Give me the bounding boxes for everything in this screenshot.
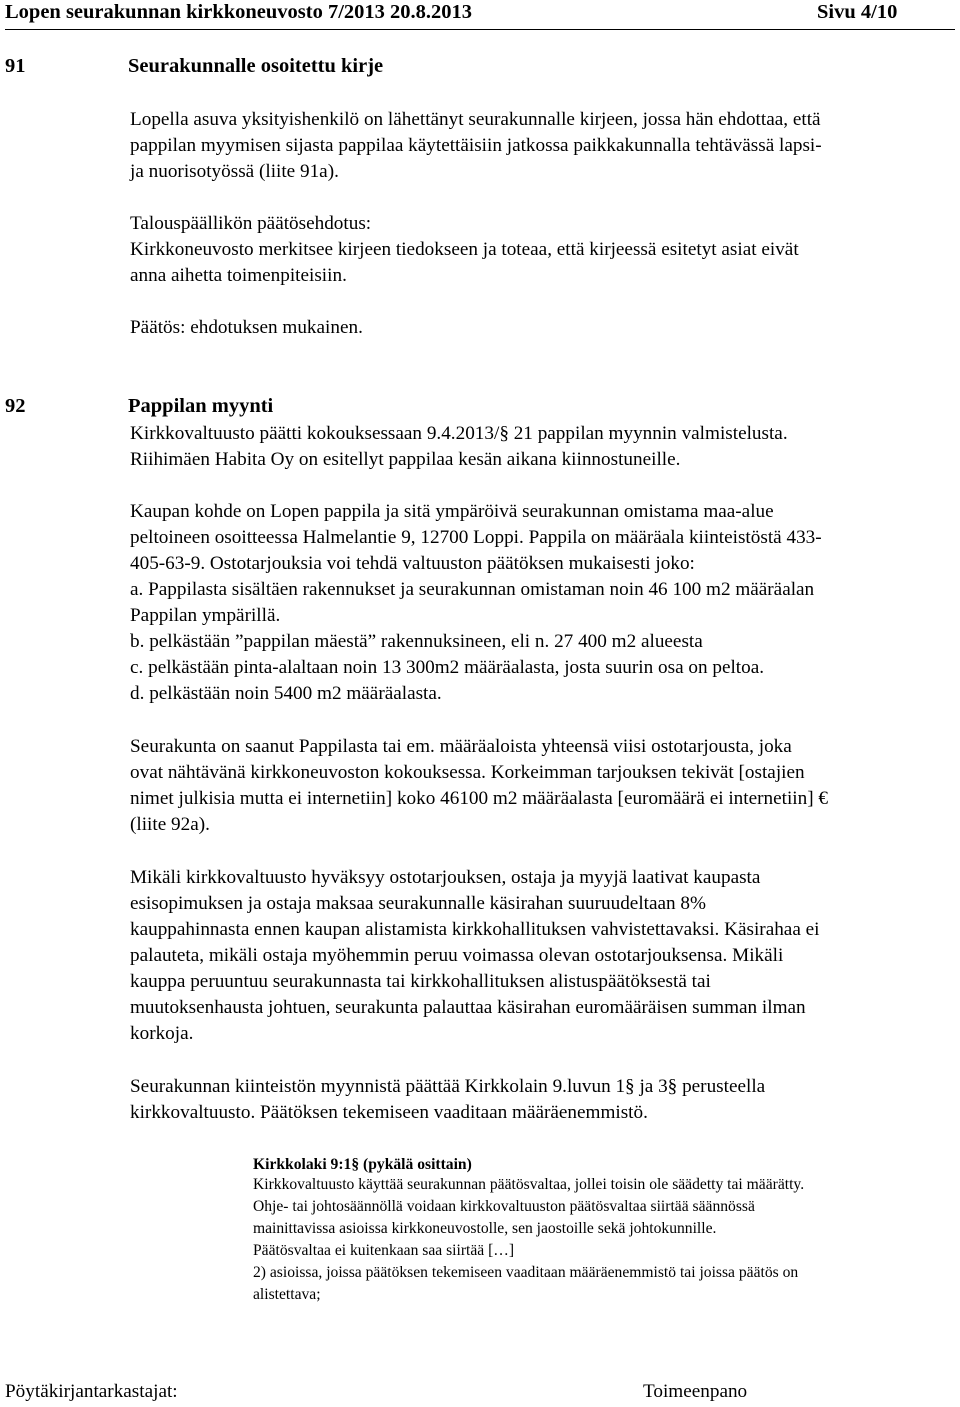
deposit-text-line: korkoja. bbox=[130, 1023, 194, 1044]
offers-text-line: nimet julkisia mutta ei internetiin] koko 46100 m2 määräalasta [euromäärä ei internetiin] € bbox=[130, 788, 828, 809]
law-excerpt-line: Ohje- tai johtosäännöllä voidaan kirkkovaltuuston päätösvaltaa siirtää säännössä bbox=[253, 1198, 755, 1215]
section-91-text-line: Lopella asuva yksityishenkilö on lähettänyt seurakunnalle kirjeen, jossa hän ehdottaa, että bbox=[130, 109, 821, 130]
deposit-text-line: Mikäli kirkkovaltuusto hyväksyy ostotarjouksen, ostaja ja myyjä laativat kaupasta bbox=[130, 867, 761, 888]
decision-text: Päätös: ehdotuksen mukainen. bbox=[130, 317, 363, 338]
footer-reviewers-label: Pöytäkirjantarkastajat: bbox=[5, 1381, 178, 1402]
property-text-line: 405-63-9. Ostotarjouksia voi tehdä valtuuston päätöksen mukaisesti joko: bbox=[130, 553, 695, 574]
decision-basis-line: Seurakunnan kiinteistön myynnistä päättää Kirkkolain 9.luvun 1§ ja 3§ perusteella bbox=[130, 1076, 766, 1097]
header-rule bbox=[5, 29, 955, 30]
proposal-label: Talouspäällikön päätösehdotus: bbox=[130, 213, 372, 234]
law-excerpt-line: Kirkkovaltuusto käyttää seurakunnan päätösvaltaa, jollei toisin ole säädetty tai määrätty. bbox=[253, 1176, 805, 1193]
deposit-text-line: kauppahinnasta ennen kaupan alistamista kirkkohallituksen vahvistettavaksi. Käsirahaa ei bbox=[130, 919, 820, 940]
section-91-text-line: pappilan myymisen sijasta pappilaa käytettäisiin jatkossa paikkakunnalla tehtävässä lapsi- bbox=[130, 135, 822, 156]
decision-basis-line: kirkkovaltuusto. Päätöksen tekemiseen vaaditaan määräenemmistö. bbox=[130, 1102, 648, 1123]
footer-implementation-label: Toimeenpano bbox=[643, 1381, 748, 1402]
law-excerpt-line: alistettava; bbox=[253, 1286, 321, 1303]
section-91-number: 91 bbox=[5, 55, 26, 77]
proposal-text-line: Kirkkoneuvosto merkitsee kirjeen tiedokseen ja toteaa, että kirjeessä esitetyt asiat eivät bbox=[130, 239, 799, 260]
proposal-text-line: anna aihetta toimenpiteisiin. bbox=[130, 265, 347, 286]
document-header-title: Lopen seurakunnan kirkkoneuvosto 7/2013 20.8.2013 bbox=[5, 1, 473, 23]
section-92-title: Pappilan myynti bbox=[128, 395, 274, 417]
option-d-line: d. pelkästään noin 5400 m2 määräalasta. bbox=[130, 683, 442, 704]
section-91-title: Seurakunnalle osoitettu kirje bbox=[128, 55, 384, 77]
option-c-line: c. pelkästään pinta-alaltaan noin 13 300m2 määräalasta, josta suurin osa on peltoa. bbox=[130, 657, 765, 678]
option-a-line: Pappilan ympärillä. bbox=[130, 605, 281, 626]
offers-text-line: Seurakunta on saanut Pappilasta tai em. määräaloista yhteensä viisi ostotarjousta, joka bbox=[130, 736, 792, 757]
section-92-text-line: Riihimäen Habita Oy on esitellyt pappilaa kesän aikana kiinnostuneille. bbox=[130, 449, 681, 470]
deposit-text-line: palauteta, mikäli ostaja myöhemmin peruu voimassa olevan ostotarjouksensa. Mikäli bbox=[130, 945, 784, 966]
offers-text-line: ovat nähtävänä kirkkoneuvoston kokouksessa. Korkeimman tarjouksen tekivät [ostajien bbox=[130, 762, 805, 783]
deposit-text-line: esisopimuksen ja ostaja maksaa seurakunnalle käsirahan suuruudeltaan 8% bbox=[130, 893, 706, 914]
property-text-line: peltoineen osoitteessa Halmelantie 9, 12700 Loppi. Pappila on määräala kiinteistöstä 433- bbox=[130, 527, 822, 548]
option-b-line: b. pelkästään ”pappilan mäestä” rakennuksineen, eli n. 27 400 m2 alueesta bbox=[130, 631, 703, 652]
deposit-text-line: kauppa peruuntuu seurakunnasta tai kirkkohallituksen alistuspäätöksestä tai bbox=[130, 971, 711, 992]
property-text-line: Kaupan kohde on Lopen pappila ja sitä ympäröivä seurakunnan omistama maa-alue bbox=[130, 501, 774, 522]
option-a-line: a. Pappilasta sisältäen rakennukset ja seurakunnan omistaman noin 46 100 m2 määräalan bbox=[130, 579, 815, 600]
section-91-text-line: ja nuorisotyössä (liite 91a). bbox=[130, 161, 339, 182]
deposit-text-line: muutoksenhausta johtuen, seurakunta palauttaa käsirahan euromääräisen summan ilman bbox=[130, 997, 806, 1018]
law-excerpt-line: Päätösvaltaa ei kuitenkaan saa siirtää […] bbox=[253, 1242, 515, 1259]
section-92-number: 92 bbox=[5, 395, 26, 417]
law-excerpt-heading: Kirkkolaki 9:1§ (pykälä osittain) bbox=[253, 1156, 472, 1173]
offers-text-line: (liite 92a). bbox=[130, 814, 210, 835]
law-excerpt-line: mainittavissa asioissa kirkkoneuvostolle, sen jaostoille sekä johtokunnille. bbox=[253, 1220, 717, 1237]
law-excerpt-line: 2) asioissa, joissa päätöksen tekemiseen vaaditaan määräenemmistö tai joissa päätös on bbox=[253, 1264, 799, 1281]
section-92-text-line: Kirkkovaltuusto päätti kokouksessaan 9.4.2013/§ 21 pappilan myynnin valmistelusta. bbox=[130, 423, 788, 444]
page-number: Sivu 4/10 bbox=[817, 1, 898, 23]
